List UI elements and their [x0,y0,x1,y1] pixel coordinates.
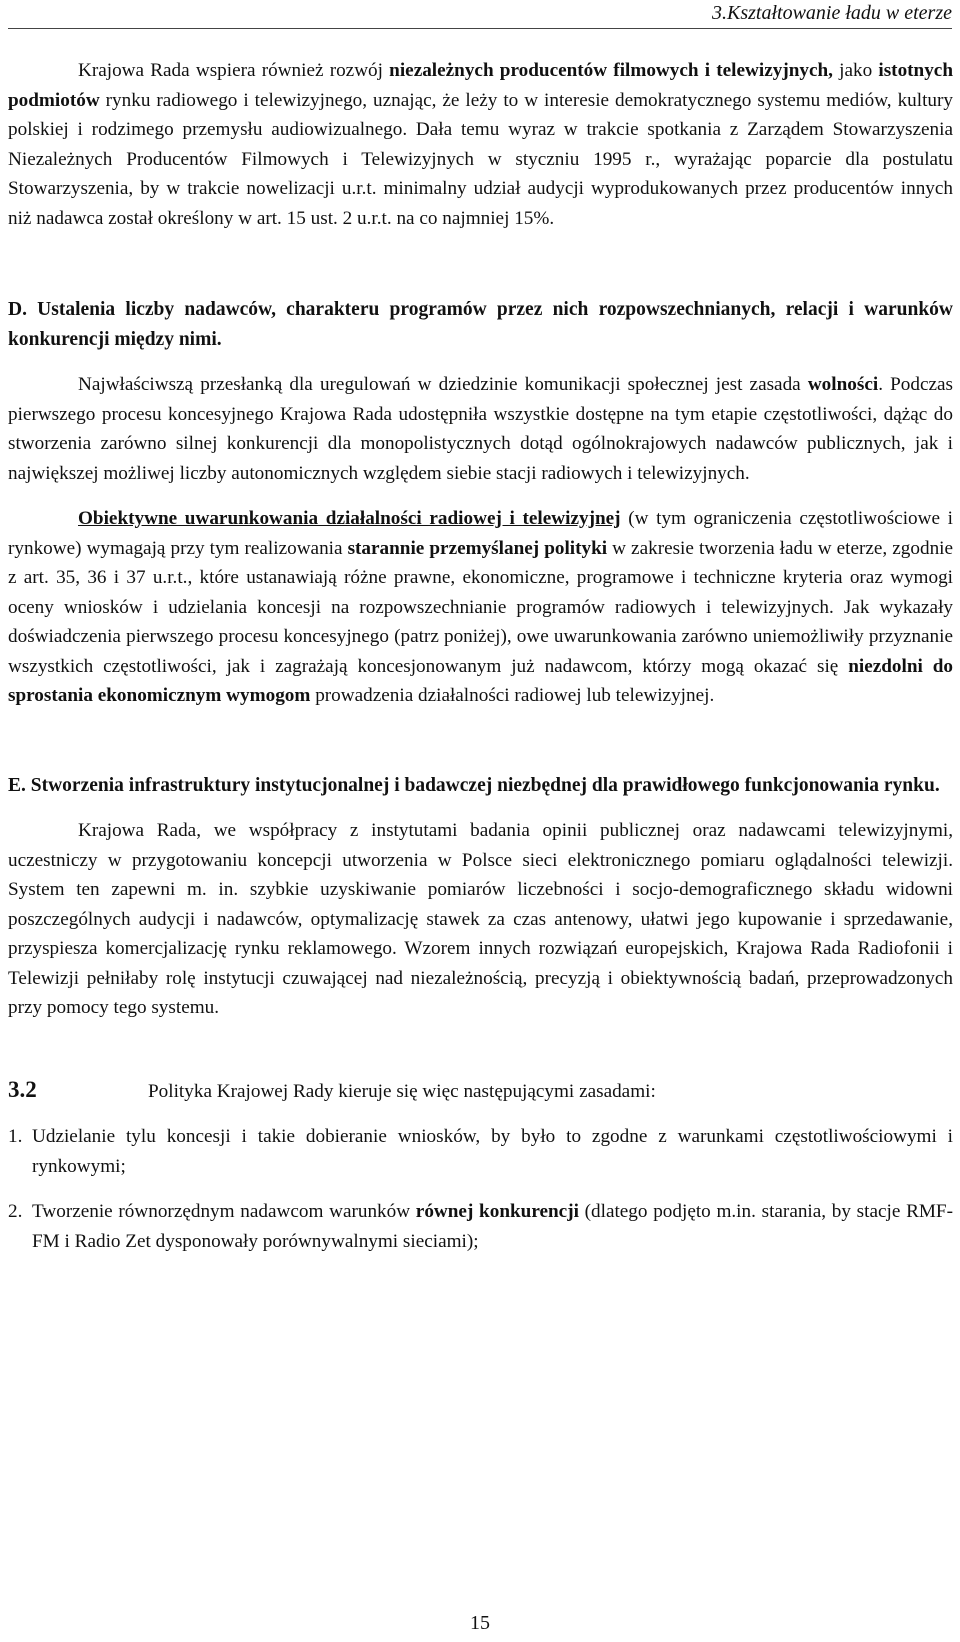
bold-text: równej konkurencji [415,1201,579,1222]
section-e-heading: E. Stworzenia infrastruktury instytucjonalnej i badawczej niezbędnej dla prawidłowego funkcjonowania rynku. [8,774,940,796]
text-run: Krajowa Rada wspiera również rozwój [78,60,390,81]
list-number: 2. [8,1201,23,1222]
paragraph-freedom [8,370,953,488]
bold-underlined-text: Obiektywne uwarunkowania działalności radiowej i telewizyjnej [78,508,621,529]
paragraph-objective-conditions [8,504,953,711]
text-run: (dlatego podjęto m.in. starania, by stacje RMF-FM i Radio Zet dysponowały porównywalnymi sieciami); [32,1201,953,1252]
text-run: w zakresie tworzenia ładu w eterze, zgodnie z art. 35, 36 i 37 u.r.t., które ustanawiają różne prawne, ekonomiczne, programowe i techniczne kryteria oraz wymogi oceny wniosków i udzielania koncesji na rozpowszechnianie programów radiowych i telewizyjnych. Jak wykazały doświadczenia pierwszego procesu koncesyjnego (patrz poniżej), owe uwarunkowania zarówno uniemożliwiły przyznanie wszystkich częstotliwości, jak i zagrażają koncesjonowanym już nadawcom, którzy mogą okazać się [8,537,954,677]
paragraph-producers [8,56,953,233]
paragraph-audience-measurement: Krajowa Rada, we współpracy z instytutami badania opinii publicznej oraz nadawcami telewizyjnymi, uczestniczy w przygotowaniu koncepcji utworzenia w Polsce sieci elektronicznego pomiaru oglądalności telewizji. System ten zapewni m. in. szybkie uzyskiwanie pomiarów liczebności i socjo-demograficznego składu widowni poszczególnych audycji i nadawców, optymalizację stawek za czas antenowy, ułatwi jego kupowanie i sprzedawanie, przyspiesza komercjalizację rynku reklamowego. Wzorem innych rozwiązań europejskich, Krajowa Rada Radiofonii i Telewizji pełniłaby rolę instytucji czuwającej nad niezależnością, precyzją i obiektywnością badań, przeprowadzonych przy pomocy tego systemu. [8,820,953,1018]
bold-text: wolności [807,374,879,395]
text-run: rynku radiowego i telewizyjnego, uznając, że leży to w interesie demokratycznego systemu mediów, kultury polskiej i rodzimego przemysłu audiowizualnego. Dała temu wyraz w trakcie spotkania z Zarządem Stowarzyszenia Niezależnych Producentów Filmowych i Telewizyjnych w styczniu 1995 r., wyrażając poparcie dla postulatu Stowarzyszenia, by w trakcie nowelizacji u.r.t. minimalny udział audycji wyprodukowanych przez producentów innych niż nadawca został określony w art. 15 ust. 2 u.r.t. na co najmniej 15%. [8,89,953,229]
section-d-heading: D. Ustalenia liczby nadawców, charakteru programów przez nich rozpowszechnianych, relacji i warunków konkurencji między nimi. [8,299,953,350]
list-item-1 [8,1122,953,1181]
section-3-2-heading [8,1075,953,1107]
page-number: 15 [470,1612,490,1634]
document-body [8,56,953,1256]
text-run: prowadzenia działalności radiowej lub telewizyjnej. [310,685,715,706]
text-run: (w tym ograniczenia częstotliwościowe i rynkowe) wymagają przy tym realizowania [8,508,953,559]
running-header [8,0,952,29]
list-text: Udzielanie tylu koncesji i takie dobieranie wniosków, by było to zgodne z warunkami częstotliwościowymi i rynkowymi; [32,1126,953,1177]
text-run: Najwłaściwszą przesłanką dla uregulowań w dziedzinie komunikacji społecznej jest zasada [78,374,808,395]
bold-text: niezależnych producentów filmowych i telewizyjnych, [389,60,833,81]
text-run: Tworzenie równorzędnym nadawcom warunków [32,1201,416,1222]
bold-text: niezdolni do sprostania ekonomicznym wymogom [8,655,954,706]
text-run: jako [832,60,879,81]
text-run: . Podczas pierwszego procesu koncesyjnego Krajowa Rada udostępniła wszystkie dostępne na tym etapie częstotliwości, dążąc do stworzenia zarówno silnej konkurencji dla monopolistycznych dotąd ogólnokrajowych nadawców publicznych, jak i największej możliwej liczby autonomicznych względem siebie stacji radiowych i telewizyjnych. [8,374,954,484]
section-number: 3.2 [8,1076,37,1102]
list-item-2 [8,1197,953,1256]
bold-text: istotnych podmiotów [8,60,953,111]
list-number: 1. [8,1126,23,1147]
list-text [32,1197,953,1256]
section-title: Polityka Krajowej Rady kieruje się więc następującymi zasadami: [148,1080,656,1102]
bold-text: starannie przemyślanej polityki [347,537,608,559]
header-title: 3.Kształtowanie ładu w eterze [712,2,952,24]
